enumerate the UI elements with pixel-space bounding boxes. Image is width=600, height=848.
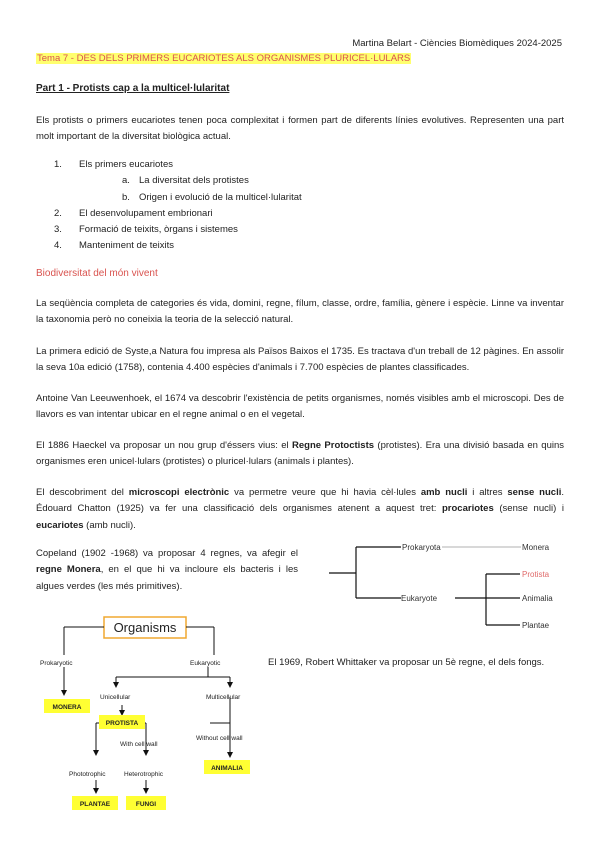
page-header: Martina Belart - Ciències Biomèdiques 2024-2025 (352, 38, 562, 49)
organisms-diagram (36, 615, 266, 810)
label-multicellular: Multicellular (206, 694, 241, 701)
organisms-title: Organisms (113, 620, 177, 635)
intro-paragraph: Els protists o primers eucariotes tenen poca complexitat i formen part de diferents línies evolutives. Representen una part molt important de la diversitat biològica actual. (36, 115, 564, 143)
label-animalia: ANIMALIA (211, 765, 243, 772)
four-kingdom-tree (325, 538, 565, 638)
label-fungi: FUNGI (135, 801, 157, 808)
tree-label-animalia: Animalia (522, 594, 553, 603)
outline-text: Formació de teixits, òrgans i sistemes (79, 224, 238, 236)
tree-label-protista: Protista (522, 570, 550, 579)
label-heterotrophic: Heterotrophic (124, 771, 164, 778)
taxonomy-paragraph: La seqüència completa de categories és vida, domini, regne, fílum, classe, ordre, família, gènere i espècie. Linne va inventar la taxonomia però no coneixia la teoria de la selecció natural. (36, 298, 564, 326)
label-without-cell-wall: Without cell wall (196, 735, 243, 742)
systema-naturae-paragraph: La primera edició de Syste,a Natura fou impresa als Països Baixos el 1735. Es tractava d'un treball de 12 pàgines. En assolir la seva 10a edició (1758), contenia 4.400 espècies d'animals i 7.700 espècies de plantes classificades. (36, 346, 564, 374)
page-title: Tema 7 - DES DELS PRIMERS EUCARIOTES ALS ORGANISMES PLURICEL·LULARS (37, 53, 411, 64)
label-plantae: PLANTAE (79, 801, 111, 808)
outline-number: 3. (54, 224, 62, 236)
outline-number: b. (122, 191, 130, 203)
tree-label-plantae: Plantae (522, 621, 550, 630)
copeland-paragraph: Copeland (1902 -1968) va proposar 4 regnes, va afegir el regne Monera, en el que hi va incloure els bacteris i les algues verdes (les més primitives). (36, 548, 298, 592)
tree-label-prokaryota: Prokaryota (402, 543, 441, 552)
label-prokaryotic: Prokaryotic (40, 660, 73, 667)
outline-number: 1. (54, 159, 62, 170)
outline-text: El desenvolupament embrionari (79, 207, 213, 219)
label-protista: PROTISTA (105, 720, 139, 727)
label-unicellular: Unicellular (100, 694, 131, 701)
leeuwenhoek-paragraph: Antoine Van Leeuwenhoek, el 1674 va descobrir l'existència de petits organismes, només visibles amb el microscopi. Des de llavors es van intentar ubicar en el regne animal o en el vegetal. (36, 393, 564, 421)
whittaker-paragraph: El 1969, Robert Whittaker va proposar un 5è regne, el dels fongs. (268, 657, 545, 668)
section-heading: Biodiversitat del món vivent (36, 268, 158, 279)
label-with-cell-wall: With cell wall (120, 741, 158, 748)
outline-number: a. (122, 175, 130, 187)
chatton-paragraph: El descobriment del microscopi electrònic va permetre veure que hi havia cèl·lules amb nucli i altres sense nucli. Édouard Chatton (1925) va fer una classificació dels organismes atenent a aquest tret: procariotes (sense nucli) i eucariotes (amb nucli). (36, 487, 564, 531)
label-phototrophic: Phototrophic (69, 771, 106, 778)
outline-number: 4. (54, 240, 62, 252)
tree-label-monera: Monera (522, 543, 550, 552)
label-eukaryotic: Eukaryotic (190, 660, 221, 667)
part-heading: Part 1 - Protists cap a la multicel·lularitat (36, 83, 230, 94)
haeckel-paragraph: El 1886 Haeckel va proposar un nou grup d'éssers vius: el Regne Protoctists (protistes). Era una divisió basada en quins organismes eren unicel·lulars (protistes) o pluricel·lulars (animals i plantes). (36, 440, 565, 468)
outline-number: 2. (54, 207, 62, 219)
outline-text: Manteniment de teixits (79, 240, 175, 252)
outline-text: Els primers eucariotes (79, 159, 173, 170)
outline-text: Origen i evolució de la multicel·lularitat (139, 191, 302, 203)
label-monera: MONERA (52, 704, 82, 711)
outline-text: La diversitat dels protistes (139, 175, 249, 187)
tree-label-eukaryote: Eukaryote (401, 594, 438, 603)
